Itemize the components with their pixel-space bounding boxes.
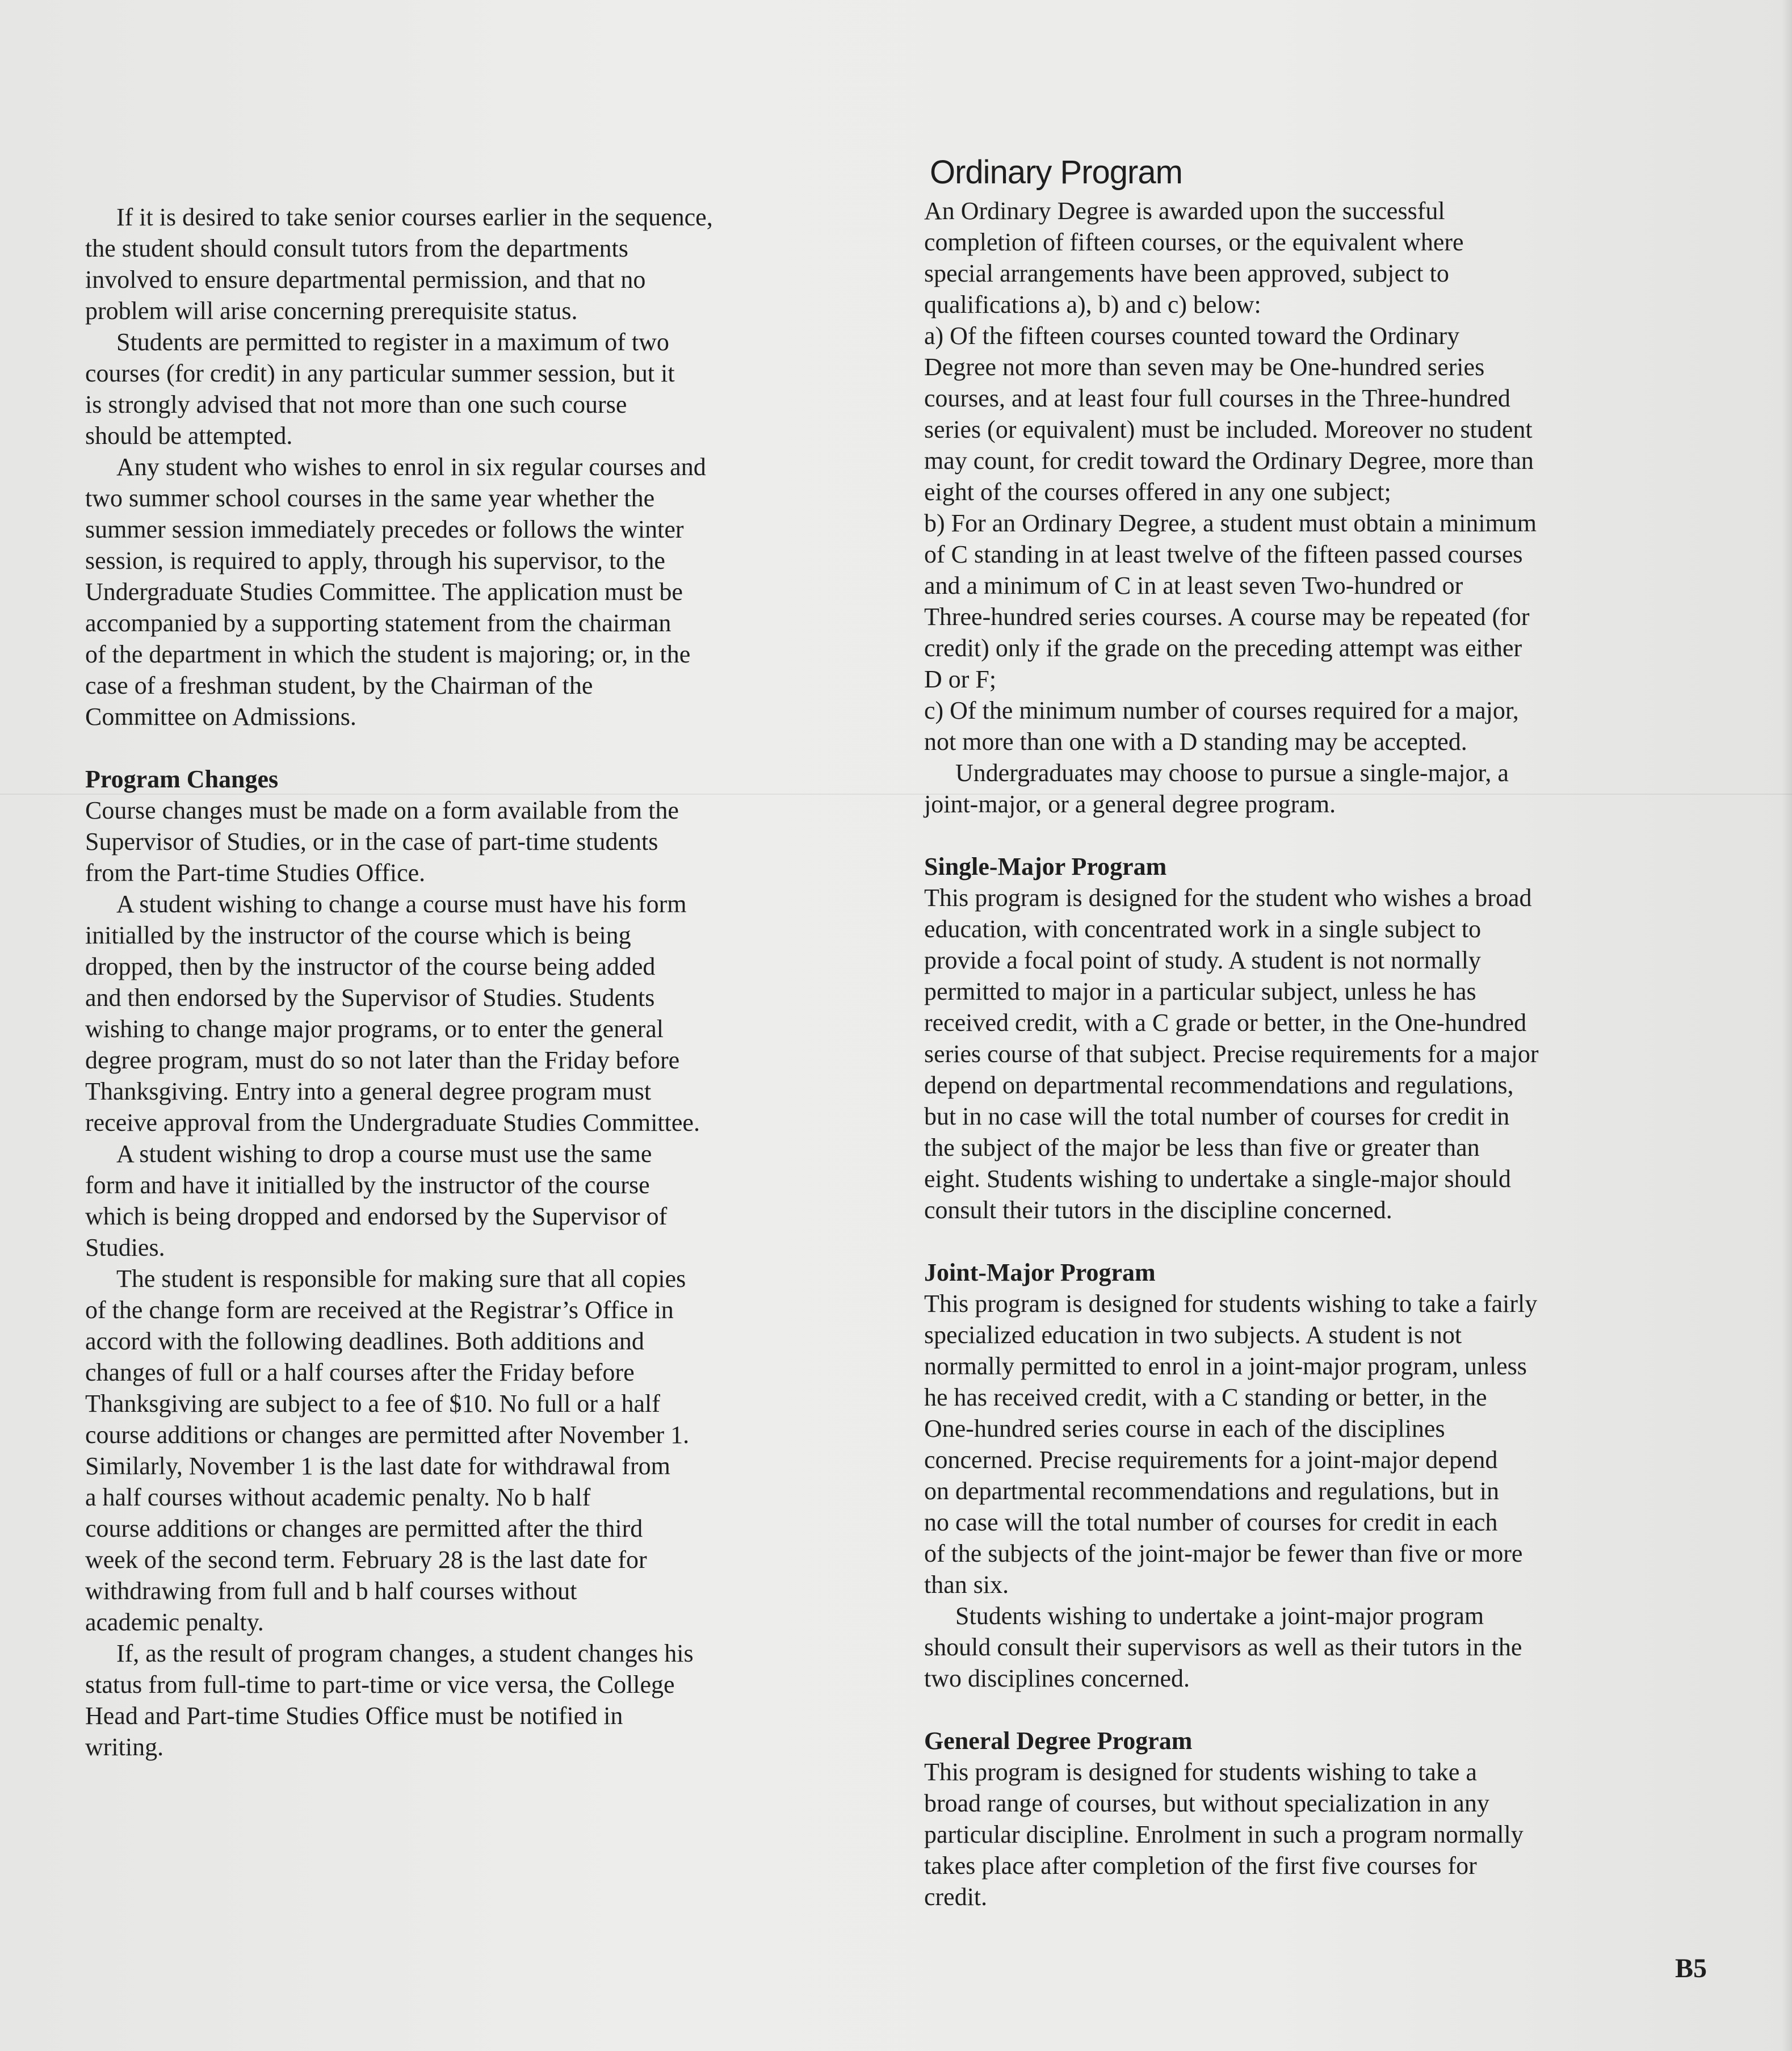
spacer: [924, 1694, 1707, 1725]
page-number: B5: [1675, 1953, 1707, 1983]
page-edge-shadow: [1782, 0, 1792, 2051]
single-major-heading: Single-Major Program: [924, 853, 1167, 880]
right-column: [924, 152, 1707, 1912]
program-changes-heading: Program Changes: [85, 765, 279, 793]
paragraph-change-course: A student wishing to change a course must have his form initialled by the instructor of the course which is being dropped, then by the instructor of the course being added and then endorsed by the Supervisor of Studies. Students wishing to change major programs, or to enter the general degree program, must do so not later than the Friday before Thanksgiving. Entry into a general degree program must receive approval from the Undergraduate Studies Committee.: [85, 890, 700, 1136]
paragraph-joint-major-advice: Students wishing to undertake a joint-major program should consult their supervisors as well as their tutors in the two disciplines concerned.: [924, 1602, 1522, 1692]
paragraph-status-change: If, as the result of program changes, a student changes his status from full-time to part-time or vice versa, the College Head and Part-time Studies Office must be notified in writing.: [85, 1639, 694, 1761]
paragraph-joint-major: This program is designed for students wishing to take a fairly specialized education in two subjects. A student is not normally permitted to enrol in a joint-major program, unless he has received credit, with a C standing or better, in the One-hundred series course in each of the disciplines concerned. Precise requirements for a joint-major depend on departmental recommendations and regulations, but in no case will the total number of courses for credit in each of the subjects of the joint-major be fewer than five or more than six.: [924, 1290, 1538, 1599]
general-degree-heading: General Degree Program: [924, 1727, 1193, 1755]
paragraph-program-choice: Undergraduates may choose to pursue a single-major, a joint-major, or a general degree program.: [924, 759, 1509, 818]
joint-major-heading: Joint-Major Program: [924, 1259, 1156, 1286]
left-column: [85, 202, 885, 1763]
paragraph-course-changes: Course changes must be made on a form available from the Supervisor of Studies, or in the case of part-time students from the Part-time Studies Office.: [85, 796, 679, 887]
spacer: [924, 1226, 1707, 1257]
spacer: [85, 732, 885, 764]
paragraph-general-degree: This program is designed for students wishing to take a broad range of courses, but without specialization in any particular discipline. Enrolment in such a program normally takes place after completion of the first five courses for credit.: [924, 1758, 1524, 1911]
paragraph-senior-courses: If it is desired to take senior courses earlier in the sequence, the student should consult tutors from the departments involved to ensure departmental permission, and that no problem will arise concerning prerequisite status.: [85, 203, 713, 325]
paragraph-drop-course: A student wishing to drop a course must use the same form and have it initialled by the instructor of the course which is being dropped and endorsed by the Supervisor of Studies.: [85, 1140, 668, 1261]
spacer: [924, 820, 1707, 851]
paragraph-summer-session: Students are permitted to register in a maximum of two courses (for credit) in any particular summer session, but it is strongly advised that not more than one such course should be attempted.: [85, 328, 675, 450]
paragraph-six-regular-courses: Any student who wishes to enrol in six regular courses and two summer school courses in the same year whether the summer session immediately precedes or follows the winter session, is required to apply, through his supervisor, to the Undergraduate Studies Committee. The application must be accompanied by a supporting statement from the chairman of the department in which the student is majoring; or, in the case of a freshman student, by the Chairman of the Committee on Admissions.: [85, 453, 706, 731]
paragraph-deadlines: The student is responsible for making sure that all copies of the change form are received at the Registrar’s Office in accord with the following deadlines. Both additions and changes of full or a half courses after the Friday before Thanksgiving are subject to a fee of $10. No full or a half course additions or changes are permitted after November 1. Similarly, November 1 is the last date for withdrawal from a half courses without academic penalty. No b half course additions or changes are permitted after the third week of the second term. February 28 is the last date for withdrawing from full and b half courses without academic penalty.: [85, 1265, 690, 1636]
paragraph-single-major: This program is designed for the student who wishes a broad education, with concentrated work in a single subject to provide a focal point of study. A student is not normally permitted to major in a particular subject, unless he has received credit, with a C grade or better, in the One-hundred series course of that subject. Precise requirements for a major depend on departmental recommendations and regulations, but in no case will the total number of courses for credit in the subject of the major be less than five or greater than eight. Students wishing to undertake a single-major should consult their tutors in the discipline concerned.: [924, 884, 1539, 1224]
paragraph-ordinary-degree: An Ordinary Degree is awarded upon the successful completion of fifteen courses, or the equivalent where special arrangements have been approved, subject to qualifications a), b) and c) below: a) Of the fifteen courses counted toward the Ordinary Degree not more than seven may be One-hundred series courses, and at least four full courses in the Three-hundred series (or equivalent) must be included. Moreover no student may count, for credit toward the Ordinary Degree, more than eight of the courses offered in any one subject; b) For an Ordinary Degree, a student must obtain a minimum of C standing in at least twelve of the fifteen passed courses and a minimum of C in at least seven Two-hundred or Three-hundred series courses. A course may be repeated (for credit) only if the grade on the preceding attempt was either D or F; c) Of the minimum number of courses required for a major, not more than one with a D standing may be accepted.: [924, 197, 1537, 756]
ordinary-program-heading: Ordinary Program: [930, 154, 1182, 191]
